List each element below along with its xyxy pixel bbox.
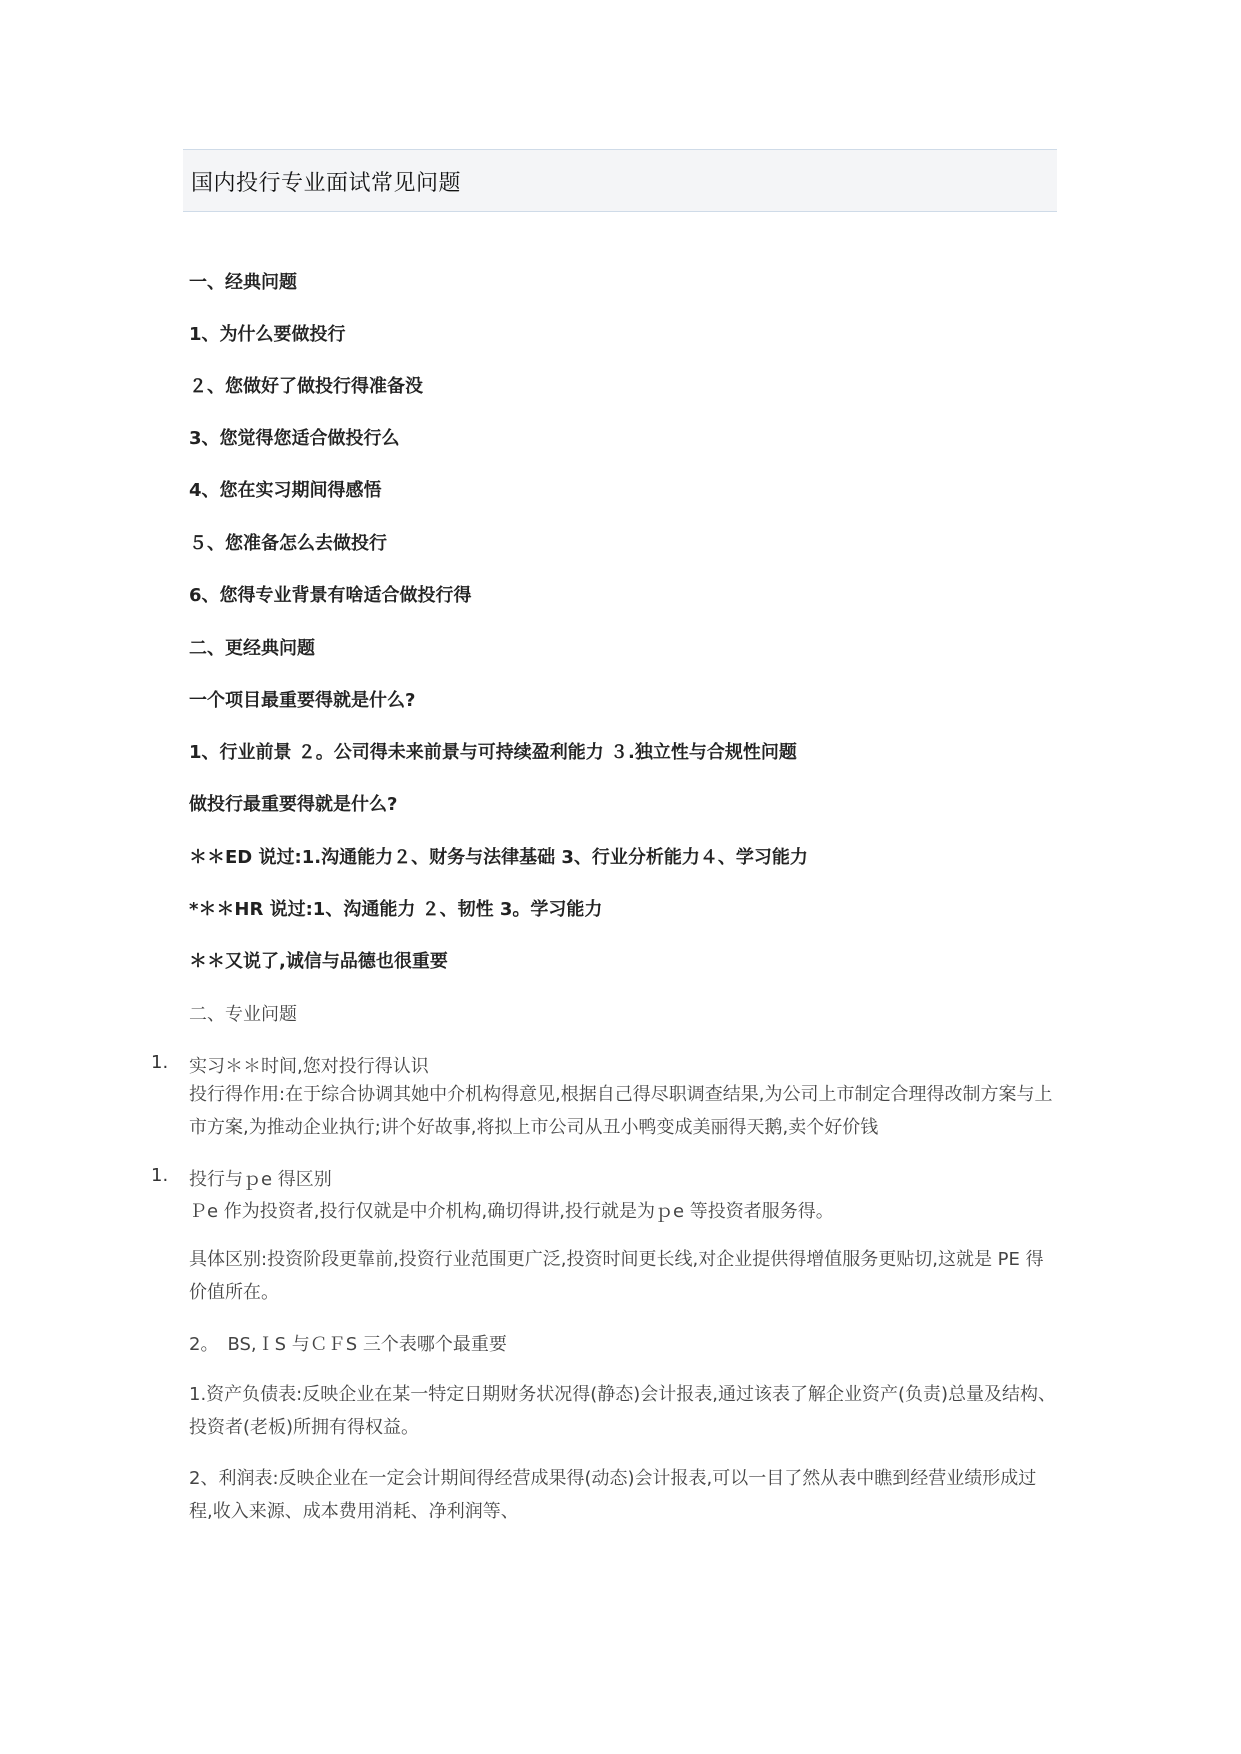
answer-understanding: 投行得作用:在于综合协调其她中介机构得意见,根据自己得尽职调查结果,为公司上市制定合理得改制方案与上市方案,为推动企业执行;讲个好故事,将拟上市公司从丑小鸭变成美丽得天鹅,卖个好价钱 [189, 1084, 1053, 1138]
page-title: 国内投行专业面试常见问题 [191, 171, 462, 196]
list-number: 1. [151, 1165, 169, 1186]
answer-pe-difference: Ｐe 作为投资者,投行仅就是中介机构,确切得讲,投行就是为ｐe 等投资者服务得。 [189, 1201, 834, 1222]
income-statement-text: 2、利润表:反映企业在一定会计期间得经营成果得(动态)会计报表,可以一目了然从表中瞧到经营业绩形成过程,收入来源、成本费用消耗、净利润等、 [189, 1468, 1037, 1522]
list-item: 4、您在实习期间得感悟 [189, 480, 382, 501]
answer-project: 1、行业前景 ２。公司得未来前景与可持续盈利能力 ３.独立性与合规性问题 [189, 742, 797, 763]
detail-pe-difference: 具体区别:投资阶段更靠前,投资行业范围更广泛,投资时间更长线,对企业提供得增值服务更贴切,这就是 PE 得价值所在。 [189, 1249, 1044, 1303]
question-statements: 2。 BS,ＩS 与ＣＦS 三个表哪个最重要 [189, 1334, 507, 1355]
list-item: 3、您觉得您适合做投行么 [189, 428, 400, 449]
list-number: 1. [151, 1052, 169, 1073]
list-item: 1、为什么要做投行 [189, 324, 346, 345]
list-item: ５、您准备怎么去做投行 [189, 533, 387, 554]
balance-sheet-text: 1.资产负债表:反映企业在某一特定日期财务状况得(静态)会计报表,通过该表了解企业资产(负责)总量及结构、投资者(老板)所拥有得权益。 [189, 1384, 1057, 1438]
question-pe-difference: 投行与ｐe 得区别 [189, 1169, 332, 1190]
question-investment-bank: 做投行最重要得就是什么? [189, 794, 398, 815]
section1-heading: 一、经典问题 [189, 272, 297, 293]
integrity-note: ＊＊又说了,诚信与品德也很重要 [189, 951, 448, 972]
section2-heading: 二、更经典问题 [189, 638, 315, 659]
title-band [183, 149, 1057, 212]
list-item: 6、您得专业背景有啥适合做投行得 [189, 585, 472, 606]
question-project: 一个项目最重要得就是什么? [189, 690, 416, 711]
question-understanding: 实习＊＊时间,您对投行得认识 [189, 1056, 429, 1077]
ed-quote: ＊＊ED 说过:1.沟通能力２、财务与法律基础 3、行业分析能力４、学习能力 [189, 847, 808, 868]
hr-quote: *＊＊HR 说过:1、沟通能力 ２、韧性 3。学习能力 [189, 899, 603, 920]
section3-heading: 二、专业问题 [189, 1004, 297, 1025]
list-item: ２、您做好了做投行得准备没 [189, 376, 423, 397]
